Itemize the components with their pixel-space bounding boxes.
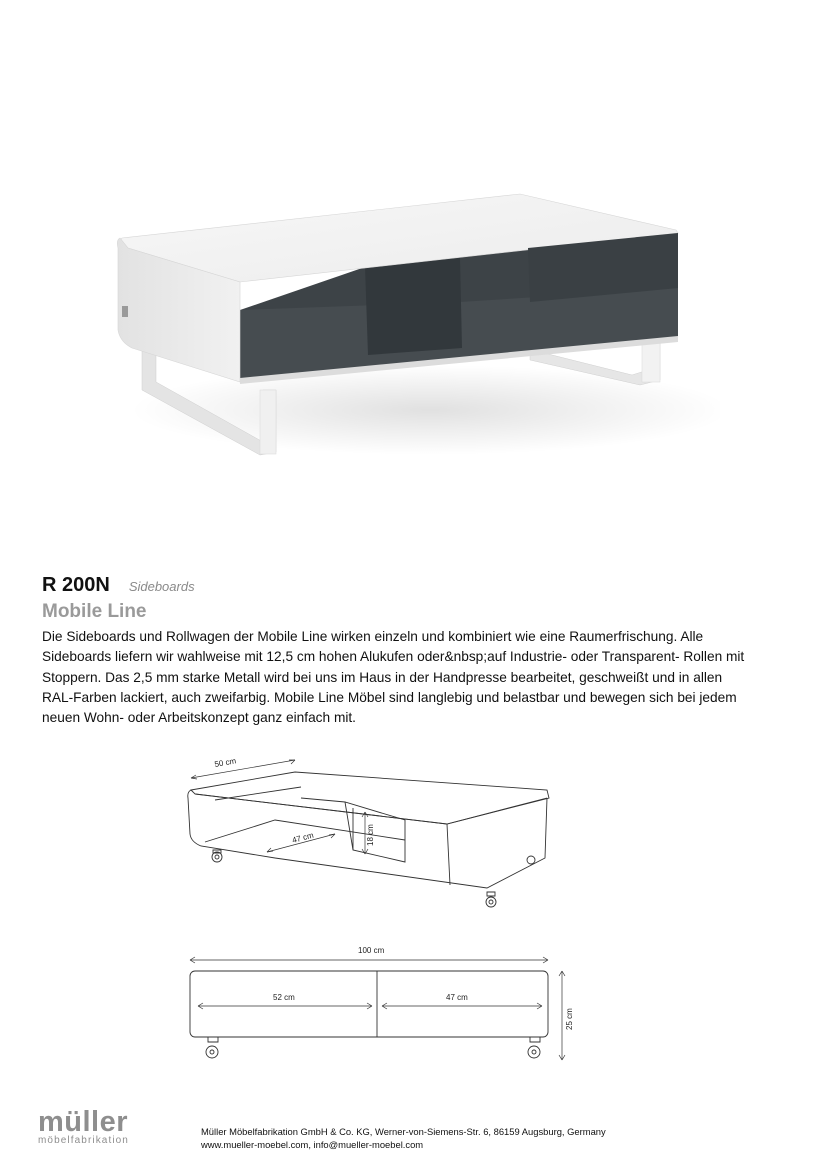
product-category: Sideboards — [128, 579, 195, 594]
dim-width-label: 100 cm — [358, 946, 385, 955]
dim-divider-height-label: 18 cm — [366, 824, 375, 846]
product-description: Die Sideboards und Rollwagen der Mobile Line wirken einzeln und kombiniert wie eine Raumerfrischung. Alle Sideboards liefern wir wahlweise mit 12,5 cm hohen Alukufen oder&nbsp;auf Industrie- oder Transparent- Rollen mit Stoppern. Das 2,5 mm starke Metall wird bei uns im Haus in der Handpresse bearbeitet, geschweißt und in allen RAL-Farben lackiert, auch zweifarbig. Mobile Line Möbel sind langlebig und belastbar und bewegen sich bei jedem neuen Wohn- oder Arbeitskonzept ganz einfach mit. — [42, 629, 745, 726]
isometric-drawing — [175, 750, 565, 920]
product-photo — [100, 170, 720, 490]
dim-depth-label: 50 cm — [213, 756, 237, 769]
brand-logo — [38, 1107, 129, 1146]
product-line: Mobile Line — [42, 601, 147, 622]
title-row — [42, 574, 195, 597]
product-model: R 200N — [42, 574, 110, 596]
dim-inner-depth-label: 47 cm — [291, 830, 315, 845]
footer-address: Müller Möbelfabrikation GmbH & Co. KG, Werner-von-Siemens-Str. 6, 86159 Augsburg, Germany — [201, 1126, 606, 1137]
footer — [201, 1125, 606, 1151]
footer-web-email: www.mueller-moebel.com, info@mueller-moebel.com — [201, 1139, 424, 1150]
dim-height-label: 25 cm — [565, 1008, 574, 1030]
dim-left-compartment-label: 52 cm — [273, 993, 295, 1002]
front-view-drawing — [170, 938, 580, 1066]
dim-right-compartment-label: 47 cm — [446, 993, 468, 1002]
brand-name: müller — [38, 1106, 129, 1138]
brand-tagline: möbelfabrikation — [38, 1135, 129, 1146]
